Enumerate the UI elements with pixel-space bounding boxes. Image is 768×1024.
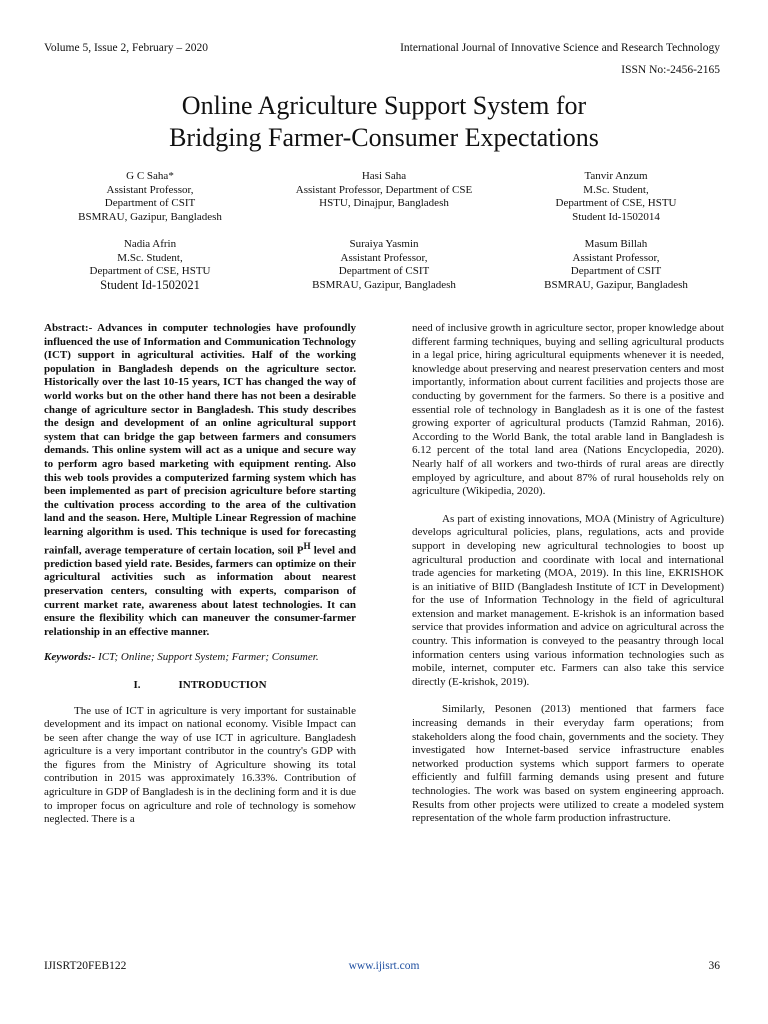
author-dept: Department of CSIT	[104, 197, 196, 209]
keywords-text: ICT; Online; Support System; Farmer; Consumer.	[95, 651, 319, 664]
author-dept: Department of CSE, HSTU	[555, 197, 677, 209]
paper-code: IJISRT20FEB122	[44, 960, 127, 972]
right-column	[412, 322, 724, 826]
keywords	[44, 651, 356, 665]
intro-paragraph: The use of ICT in agriculture is very important for sustainable development and its impact on national economy. Visible Impact can be seen after change the way of use ICT in agriculture. Bangladesh agriculture is a very important contributor in the country's GDP with the figures from the Ministry of Agriculture showing its total contribution in 2015 was approximately 16.33%. Contribution of agriculture in GDP of Bangladesh is in the declining form and it is due to improper focus on agriculture and role of technology is somehow neglected. There is a	[44, 704, 356, 826]
author-title: M.Sc. Student,	[117, 251, 183, 264]
ph-superscript: H	[303, 540, 311, 551]
section-heading	[44, 679, 356, 693]
author-name: Hasi Saha	[361, 170, 407, 182]
author-block	[496, 170, 736, 224]
author-block	[496, 238, 736, 292]
author-dept: Department of CSE, HSTU	[89, 265, 211, 277]
section-title: INTRODUCTION	[178, 678, 267, 691]
volume-info: Volume 5, Issue 2, February – 2020	[44, 42, 208, 54]
author-block	[30, 238, 270, 292]
body-paragraph: need of inclusive growth in agriculture sector, proper knowledge about different farming techniques, buying and selling agricultural products in a legal price, hiring agricultural equipments whenever it is needed, knowledge about preserving and nearest preservation centers and most importantly, information about current facilities and projects those are conducting by government for the farmers. So there is a positive and essential role of technology in Bangladesh as it is one of the fastest growing exporter of agricultural products (Tamzid Rahman, 2016). According to the World Bank, the total arable land in Bangladesh is 6.12 percent of the total land area (Nations Encyclopedia, 2020). Nearly half of all workers and two-thirds of rural areas are directly employed by agriculture, and about 87% of rural households rely on agriculture (Wikipedia, 2020).	[412, 322, 724, 498]
author-name: Masum Billah	[584, 238, 648, 250]
left-column	[44, 322, 356, 827]
author-affiliation: BSMRAU, Gazipur, Bangladesh	[312, 278, 456, 291]
author-name: Tanvir Anzum	[584, 170, 648, 182]
abstract: Abstract:- Advances in computer technologies have profoundly influenced the use of Information and Communication Technology (ICT) support in agricultural activities. Half of the working population in Bangladesh depends on the agriculture sector. Historically over the last 10-15 years, ICT has changed the way of world works but on the other hand there has not been a desirable change of agriculture sector in Bangladesh. This study describes the design and development of an online agricultural support system that can bridge the gap between farmers and consumers demands. This online system will act as a unique and secure way to perform agro based marketing with equipment renting. Also this web tools provides a computerized farming system which has been implemented as part of precision agriculture before starting the cultivation process according to the area of the cultivation land and the season. Here, Multiple Linear Regression of machine learning algorithm is used. This technique is used for forecasting rainfall, average temperature of certain location, soil $P^H$ level and prediction based yield rate. Besides, farmers can optimize on their agricultural activities such as information about nearest preservation centers, consulting with experts, comparison of current market rate, awareness about latest technologies. It can ensure the flexibility which can maneuver the consumer-farmer relationship in an effective manner.	[44, 322, 356, 638]
author-block	[30, 170, 270, 224]
body-paragraph: As part of existing innovations, MOA (Ministry of Agriculture) develops agricultural policies, plans, regulations, acts and provide support in developing new agricultural technologies to boost up agricultural production and coordinate with local and international trade agencies for marketing (MOA, 2019). In this line, EKRISHOK is an initiative of BIID (Bangladesh Institute of ICT in Development) for the use of Information Technology in the field of agricultural extension and market management. E-krishok is an information based service that provides information and advice on agricultural across the country. This information is conveyed to the peasantry through local information centers using various information technologies such as mobile, internet, computer etc. Farmers can also take this service directly (E-krishok, 2019).	[412, 512, 724, 688]
author-title: M.Sc. Student,	[583, 183, 649, 196]
author-title: Assistant Professor, Department of CSE	[295, 183, 473, 196]
author-student-id: Student Id-1502014	[572, 210, 660, 223]
journal-url-link[interactable]: www.ijisrt.com	[348, 960, 420, 972]
author-name: Nadia Afrin	[123, 238, 177, 250]
author-name: Suraiya Yasmin	[349, 238, 419, 250]
author-dept: Department of CSIT	[338, 265, 430, 277]
body-paragraph: Similarly, Pesonen (2013) mentioned that farmers face increasing demands in their everyday farm operations; from stakeholders along the food chain, governments and the society. They investigated how Internet-based service infrastructure enables networked production systems which support farmers to operate efficiently and fulfill farming demands using present and future technologies. The work was based on system engineering approach. Results from other projects were utilized to create a modeled system representation of the whole farm production infrastructure.	[412, 703, 724, 825]
author-title: Assistant Professor,	[340, 251, 428, 264]
author-block	[264, 170, 504, 211]
journal-name: International Journal of Innovative Science and Research Technology	[400, 42, 720, 54]
section-number: I.	[133, 678, 141, 691]
author-block	[264, 238, 504, 292]
title-line-2: Bridging Farmer-Consumer Expectations	[169, 123, 599, 152]
author-affiliation: BSMRAU, Gazipur, Bangladesh	[78, 210, 222, 223]
author-title: Assistant Professor,	[106, 183, 194, 196]
author-dept: Department of CSIT	[570, 265, 662, 277]
author-title: Assistant Professor,	[572, 251, 660, 264]
paper-title	[0, 90, 768, 154]
author-affiliation: BSMRAU, Gazipur, Bangladesh	[544, 278, 688, 291]
author-affiliation: HSTU, Dinajpur, Bangladesh	[319, 197, 449, 209]
page-number: 36	[708, 960, 720, 972]
keywords-label: Keywords:-	[44, 651, 96, 664]
author-student-id: Student Id-1502021	[100, 277, 200, 292]
title-line-1: Online Agriculture Support System for	[181, 91, 587, 120]
issn-number: ISSN No:-2456-2165	[621, 64, 720, 76]
author-name: G C Saha*	[126, 170, 174, 182]
